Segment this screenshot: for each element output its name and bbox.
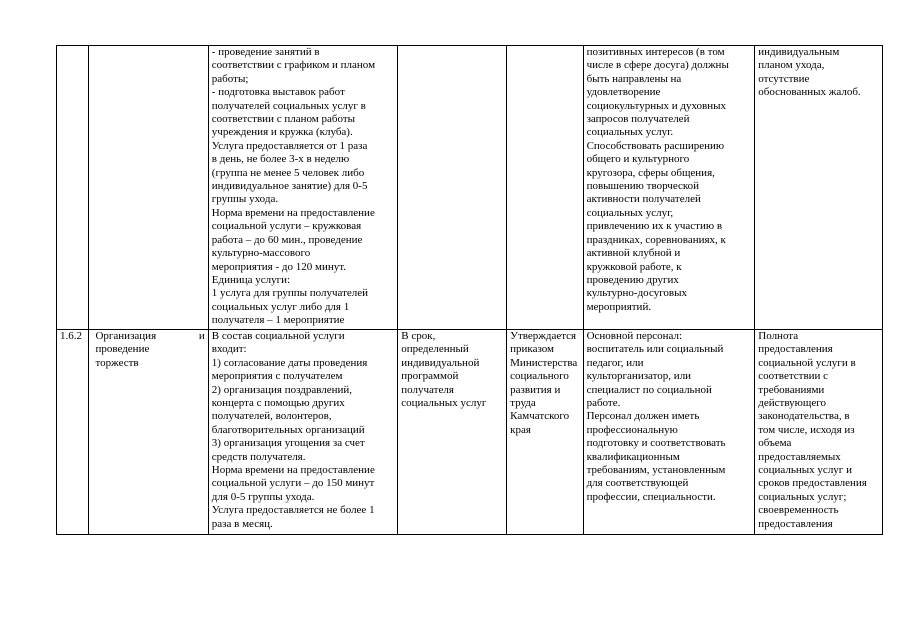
text-line: Утверждается <box>510 330 577 342</box>
text-line: активности получателей <box>586 193 701 206</box>
text-line: Норма времени на предоставление <box>211 206 375 219</box>
text-line: педагог, или <box>586 356 644 369</box>
text-line: группы ухода. <box>211 193 279 206</box>
row-number: 1.6.2 <box>60 330 82 342</box>
cell-service-term <box>398 330 507 535</box>
text-line: индивидуальной <box>401 356 480 369</box>
text-line: социальных услуг. <box>586 126 674 139</box>
table-row <box>57 330 883 535</box>
service-name-line: проведение <box>95 343 150 356</box>
text-line: приказом <box>510 343 555 356</box>
text-line: социального <box>510 370 569 383</box>
cell-service-description <box>208 46 397 330</box>
text-line: активной клубной и <box>586 247 681 260</box>
text-line: Единица услуги: <box>211 273 291 286</box>
text-line: планом ухода, <box>758 59 825 72</box>
text-line: своевременность <box>758 504 839 517</box>
cell-service-name <box>89 46 208 330</box>
text-line: сроков предоставления <box>758 477 867 490</box>
text-line: 1 услуга для группы получателей <box>211 287 369 300</box>
text-line: получателей, волонтеров, <box>211 410 332 423</box>
text-line: предоставления <box>758 343 833 356</box>
text-line: культурно-досуговых <box>586 287 688 300</box>
text-line: том числе, исходя из <box>758 423 855 436</box>
text-line: работы; <box>211 72 249 85</box>
text-line: числе в сфере досуга) должны <box>586 59 729 72</box>
text-line: определенный <box>401 343 469 356</box>
text-line: общего и культурного <box>586 153 690 166</box>
text-line: получателей социальных услуг в <box>211 99 366 112</box>
text-line: мероприятия с получателем <box>211 370 343 383</box>
text-line: в день, не более 3-х в неделю <box>211 153 350 166</box>
text-line: социальных услуг, <box>586 206 674 219</box>
cell-tariff <box>507 46 583 330</box>
text-line: благотворительных организаций <box>211 423 365 436</box>
text-line: развития и <box>510 383 561 396</box>
text-line: - проведение занятий в <box>211 46 320 58</box>
text-line: социальной услуги – кружковая <box>211 220 362 233</box>
text-line: требованиями <box>758 383 825 396</box>
service-name-word: Организация <box>95 330 157 342</box>
text-line: праздниках, соревнованиях, к <box>586 233 726 246</box>
text-line: мероприятия - до 120 минут. <box>211 260 346 273</box>
text-line: социальных услуг; <box>758 490 847 503</box>
text-line: кругозора, сферы общения, <box>586 166 715 179</box>
text-line: концерта с помощью других <box>211 397 345 410</box>
text-line: Норма времени на предоставление <box>211 464 375 477</box>
text-line: предоставления <box>758 517 833 530</box>
text-line: профессии, специальности. <box>586 490 716 503</box>
text-line: программой <box>401 370 459 383</box>
text-line: социальных услуг и <box>758 464 852 477</box>
services-standards-table <box>56 45 883 535</box>
text-line: законодательства, в <box>758 410 850 423</box>
cell-service-name <box>89 330 208 535</box>
text-line: 1) согласование даты проведения <box>211 356 368 369</box>
text-line: социальной услуги в <box>758 356 856 369</box>
cell-number <box>57 330 89 535</box>
text-line: кружковой работе, к <box>586 260 682 273</box>
text-line: обоснованных жалоб. <box>758 86 861 99</box>
text-line: работа – до 60 мин., проведение <box>211 233 363 246</box>
text-line: Камчатского <box>510 410 570 423</box>
table-row <box>57 46 883 330</box>
text-line: удовлетворение <box>586 86 661 99</box>
text-line: отсутствие <box>758 72 810 85</box>
text-line: соответствии с графиком и планом <box>211 59 376 72</box>
text-line: действующего <box>758 397 826 410</box>
cell-conditions <box>583 330 755 535</box>
text-line: соответствии с планом работы <box>211 113 356 126</box>
text-line: воспитатель или социальный <box>586 343 724 356</box>
cell-service-description <box>208 330 397 535</box>
text-line: средств получателя. <box>211 450 306 463</box>
text-line: труда <box>510 397 536 410</box>
text-line: для соответствующей <box>586 477 689 490</box>
text-line: Услуга предоставляется не более 1 <box>211 504 375 517</box>
text-line: для 0-5 группы ухода. <box>211 490 315 503</box>
cell-quality-indicators <box>755 46 883 330</box>
text-line: проведению других <box>586 273 679 286</box>
text-line: Способствовать расширению <box>586 139 725 152</box>
cell-tariff <box>507 330 583 535</box>
text-line: социальной услуги – до 150 минут <box>211 477 375 490</box>
text-line: соответствии с <box>758 370 829 383</box>
text-line: позитивных интересов (в том <box>586 46 725 58</box>
text-line: - подготовка выставок работ <box>211 86 345 99</box>
text-line: повышению творческой <box>586 180 700 193</box>
text-line: профессиональную <box>586 423 678 436</box>
text-line: входит: <box>211 343 247 356</box>
text-line: объема <box>758 437 792 450</box>
text-line: культурно-массового <box>211 247 311 260</box>
service-name-word: и <box>198 330 205 342</box>
cell-number <box>57 46 89 330</box>
cell-service-term <box>398 46 507 330</box>
text-line: В состав социальной услуги <box>211 330 345 342</box>
cell-quality-indicators <box>755 330 883 535</box>
text-line: Полнота <box>758 330 799 342</box>
text-line: учреждения и кружка (клуба). <box>211 126 353 139</box>
text-line: привлечению их к участию в <box>586 220 723 233</box>
text-line: быть направлены на <box>586 72 682 85</box>
text-line: Основной персонал: <box>586 330 683 342</box>
text-line: индивидуальным <box>758 46 840 58</box>
text-line: предоставляемых <box>758 450 841 463</box>
text-line: В срок, <box>401 330 436 342</box>
text-line: Услуга предоставляется от 1 раза <box>211 139 368 152</box>
service-name-line <box>95 330 204 343</box>
text-line: (группа не менее 5 человек либо <box>211 166 365 179</box>
text-line: квалификационным <box>586 450 680 463</box>
text-line: 3) организация угощения за счет <box>211 437 365 450</box>
text-line: края <box>510 423 531 436</box>
text-line: подготовку и соответствовать <box>586 437 726 450</box>
text-line: Персонал должен иметь <box>586 410 700 423</box>
text-line: требованиям, установленным <box>586 464 726 477</box>
text-line: социокультурных и духовных <box>586 99 727 112</box>
text-line: культорганизатор, или <box>586 370 692 383</box>
service-name-line: торжеств <box>95 356 139 369</box>
cell-conditions <box>583 46 755 330</box>
text-line: Министерства <box>510 356 578 369</box>
text-line: специалист по социальной <box>586 383 712 396</box>
text-line: раза в месяц. <box>211 517 273 530</box>
text-line: работе. <box>586 397 621 410</box>
text-line: получателя – 1 мероприятие <box>211 314 345 327</box>
text-line: мероприятий. <box>586 300 652 313</box>
text-line: получателя <box>401 383 454 396</box>
text-line: индивидуальное занятие) для 0-5 <box>211 180 368 193</box>
text-line: 2) организация поздравлений, <box>211 383 353 396</box>
text-line: запросов получателей <box>586 113 690 126</box>
text-line: социальных услуг либо для 1 <box>211 300 350 313</box>
text-line: социальных услуг <box>401 397 487 410</box>
